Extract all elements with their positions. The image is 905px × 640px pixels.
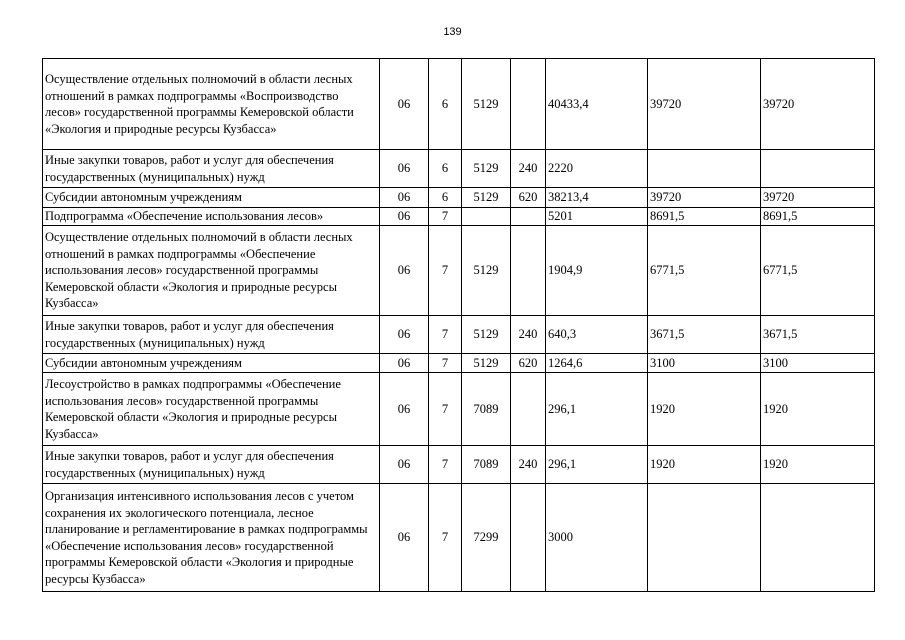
subsection-code: 7 <box>429 316 462 354</box>
expense-type-code <box>511 208 546 226</box>
row-description: Осуществление отдельных полномочий в области лесных отношений в рамках подпрограммы «Обеспечение использования лесов» государственной программы Кемеровской области «Экология и природные ресурсы Кузбасса» <box>43 226 380 316</box>
page-number: 139 <box>443 26 462 38</box>
amount-3 <box>761 150 875 188</box>
row-description: Иные закупки товаров, работ и услуг для обеспечения государственных (муниципальных) нужд <box>43 316 380 354</box>
amount-3: 8691,5 <box>761 208 875 226</box>
expense-type-code: 240 <box>511 446 546 484</box>
amount-2 <box>648 150 761 188</box>
subsection-code: 7 <box>429 208 462 226</box>
amount-3: 39720 <box>761 59 875 150</box>
row-description: Подпрограмма «Обеспечение использования лесов» <box>43 208 380 226</box>
expense-type-code: 240 <box>511 150 546 188</box>
section-code: 06 <box>380 373 429 446</box>
target-article-code: 5129 <box>462 150 511 188</box>
target-article-code: 7089 <box>462 446 511 484</box>
expense-type-code <box>511 373 546 446</box>
target-article-code: 5129 <box>462 316 511 354</box>
amount-2: 8691,5 <box>648 208 761 226</box>
subsection-code: 6 <box>429 59 462 150</box>
amount-1: 3000 <box>546 484 648 592</box>
amount-3: 6771,5 <box>761 226 875 316</box>
section-code: 06 <box>380 150 429 188</box>
target-article-code: 5129 <box>462 188 511 208</box>
section-code: 06 <box>380 316 429 354</box>
subsection-code: 6 <box>429 150 462 188</box>
amount-1: 296,1 <box>546 446 648 484</box>
expense-type-code <box>511 484 546 592</box>
table-row <box>43 316 875 354</box>
subsection-code: 7 <box>429 373 462 446</box>
expense-type-code: 620 <box>511 188 546 208</box>
section-code: 06 <box>380 226 429 316</box>
amount-1: 296,1 <box>546 373 648 446</box>
row-description: Организация интенсивного использования лесов с учетом сохранения их экологического потенциала, лесное планирование и регламентирование в рамках подпрограммы «Обеспечение использования лесов» государственной программы Кемеровской области «Экология и природные ресурсы Кузбасса» <box>43 484 380 592</box>
amount-1: 640,3 <box>546 316 648 354</box>
amount-2: 39720 <box>648 59 761 150</box>
target-article-code: 5129 <box>462 226 511 316</box>
expense-type-code: 240 <box>511 316 546 354</box>
budget-table <box>42 58 875 592</box>
amount-2: 1920 <box>648 446 761 484</box>
amount-1: 1904,9 <box>546 226 648 316</box>
amount-1: 1264,6 <box>546 354 648 373</box>
section-code: 06 <box>380 59 429 150</box>
row-description: Субсидии автономным учреждениям <box>43 188 380 208</box>
amount-3: 1920 <box>761 373 875 446</box>
amount-1: 40433,4 <box>546 59 648 150</box>
row-description: Осуществление отдельных полномочий в области лесных отношений в рамках подпрограммы «Воспроизводство лесов» государственной программы Кемеровской области «Экология и природные ресурсы Кузбасса» <box>43 59 380 150</box>
row-description: Иные закупки товаров, работ и услуг для обеспечения государственных (муниципальных) нужд <box>43 446 380 484</box>
table-row <box>43 373 875 446</box>
amount-1: 5201 <box>546 208 648 226</box>
amount-3: 3100 <box>761 354 875 373</box>
target-article-code <box>462 208 511 226</box>
table-row <box>43 484 875 592</box>
row-description: Иные закупки товаров, работ и услуг для обеспечения государственных (муниципальных) нужд <box>43 150 380 188</box>
table-row <box>43 354 875 373</box>
row-description: Субсидии автономным учреждениям <box>43 354 380 373</box>
target-article-code: 7299 <box>462 484 511 592</box>
section-code: 06 <box>380 446 429 484</box>
amount-2: 1920 <box>648 373 761 446</box>
subsection-code: 7 <box>429 484 462 592</box>
subsection-code: 7 <box>429 446 462 484</box>
amount-2: 39720 <box>648 188 761 208</box>
amount-2: 6771,5 <box>648 226 761 316</box>
expense-type-code <box>511 226 546 316</box>
table-row <box>43 446 875 484</box>
amount-1: 38213,4 <box>546 188 648 208</box>
subsection-code: 7 <box>429 354 462 373</box>
amount-2 <box>648 484 761 592</box>
row-description: Лесоустройство в рамках подпрограммы «Обеспечение использования лесов» государственной программы Кемеровской области «Экология и природные ресурсы Кузбасса» <box>43 373 380 446</box>
amount-1: 2220 <box>546 150 648 188</box>
subsection-code: 7 <box>429 226 462 316</box>
amount-3 <box>761 484 875 592</box>
section-code: 06 <box>380 484 429 592</box>
table-row <box>43 208 875 226</box>
expense-type-code: 620 <box>511 354 546 373</box>
amount-3: 39720 <box>761 188 875 208</box>
section-code: 06 <box>380 188 429 208</box>
amount-3: 3671,5 <box>761 316 875 354</box>
amount-2: 3100 <box>648 354 761 373</box>
target-article-code: 7089 <box>462 373 511 446</box>
section-code: 06 <box>380 354 429 373</box>
target-article-code: 5129 <box>462 59 511 150</box>
amount-3: 1920 <box>761 446 875 484</box>
table-row <box>43 226 875 316</box>
table-row <box>43 188 875 208</box>
target-article-code: 5129 <box>462 354 511 373</box>
subsection-code: 6 <box>429 188 462 208</box>
expense-type-code <box>511 59 546 150</box>
table-row <box>43 59 875 150</box>
amount-2: 3671,5 <box>648 316 761 354</box>
section-code: 06 <box>380 208 429 226</box>
table-row <box>43 150 875 188</box>
